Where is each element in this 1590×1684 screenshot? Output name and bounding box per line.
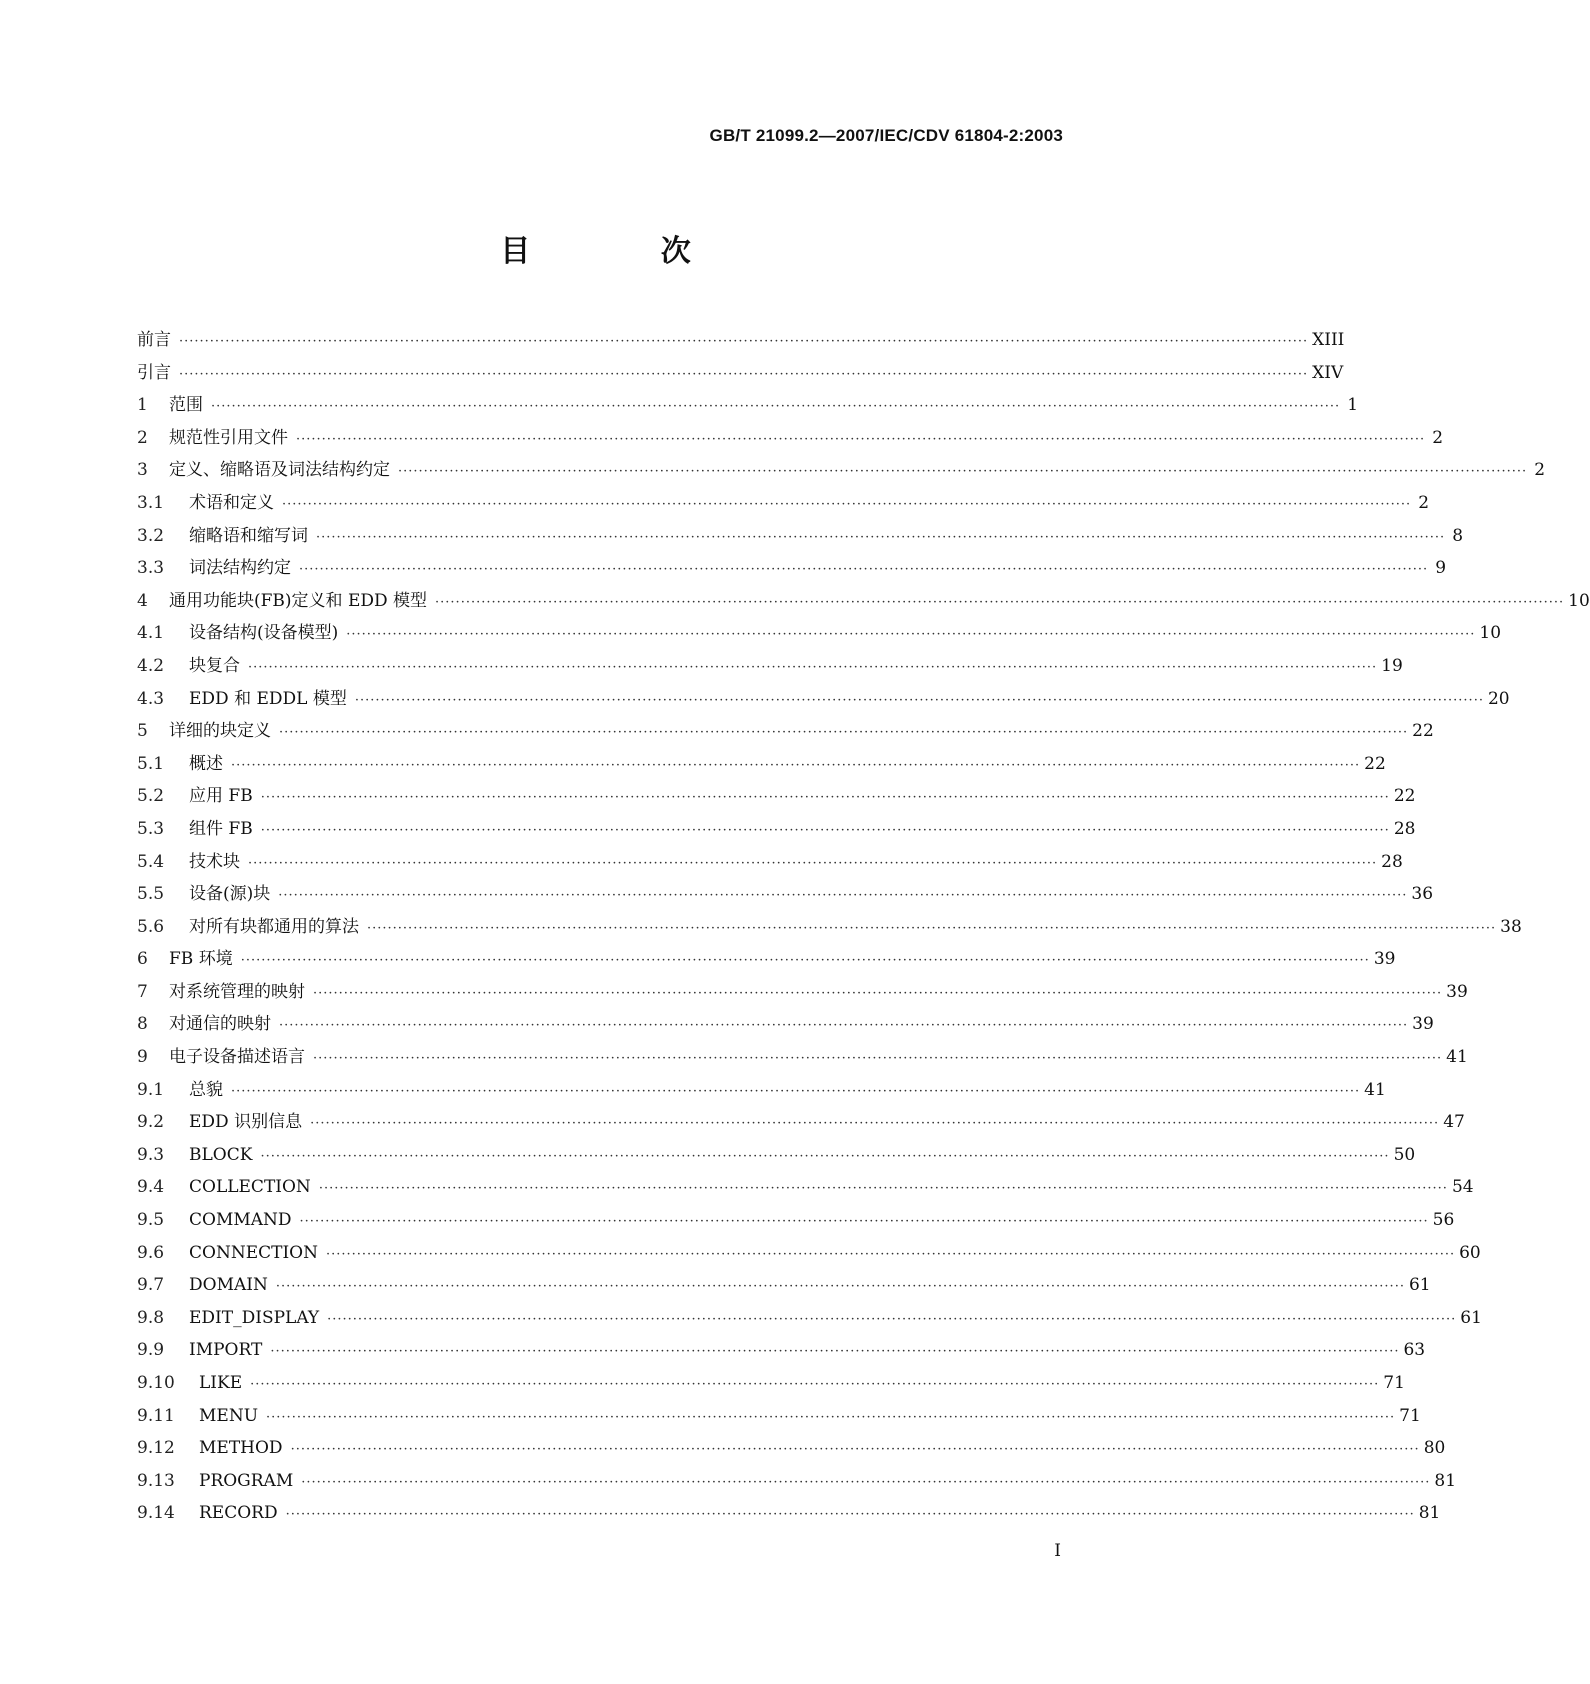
toc-section-number: 5 <box>137 721 148 742</box>
toc-entry[interactable] <box>137 1139 1416 1172</box>
toc-entry[interactable] <box>137 585 1590 618</box>
toc-entry[interactable] <box>137 846 1403 879</box>
toc-section-title: DOMAIN <box>189 1275 268 1296</box>
toc-leader-dots: ···························································································································································································································· <box>296 431 1426 447</box>
toc-section-number: 3 <box>137 460 148 481</box>
toc-entry[interactable] <box>137 813 1416 846</box>
toc-leader-dots: ···························································································································································································································· <box>398 464 1528 480</box>
toc-leader-dots: ···························································································································································································································· <box>231 1083 1361 1099</box>
toc-entry[interactable] <box>137 454 1546 487</box>
toc-section-title: RECORD <box>199 1503 278 1524</box>
toc-leader-dots: ···························································································································································································································· <box>299 1214 1429 1230</box>
toc-section-title: 定义、缩略语及词法结构约定 <box>169 460 390 481</box>
toc-page-number: 1 <box>1347 395 1359 416</box>
toc-page-number: 22 <box>1412 721 1434 742</box>
toc-section-number: 4 <box>137 590 148 611</box>
toc-page-number: 39 <box>1373 949 1396 970</box>
toc-section-number: 9.5 <box>137 1210 165 1231</box>
toc-section-title: IMPORT <box>189 1340 263 1361</box>
toc-page-number: 54 <box>1451 1177 1474 1198</box>
toc-leader-dots: ···························································································································································································································· <box>248 659 1378 675</box>
toc-section-title: 概述 <box>189 753 223 774</box>
toc-entry[interactable] <box>137 748 1386 781</box>
toc-page-number: 50 <box>1393 1144 1416 1165</box>
toc-section-title: CONNECTION <box>189 1242 318 1263</box>
toc-section-number: 9.14 <box>137 1503 175 1524</box>
toc-section-number: 1 <box>137 395 148 416</box>
toc-page-number: 38 <box>1500 916 1522 937</box>
toc-section-number: 3.3 <box>137 558 165 579</box>
toc-leader-dots: ···························································································································································································································· <box>367 920 1497 936</box>
toc-leader-dots: ···························································································································································································································· <box>250 1377 1380 1392</box>
toc-section-title: METHOD <box>199 1438 283 1459</box>
toc-page-number: 20 <box>1487 688 1510 709</box>
toc-leader-dots: ···························································································································································································································· <box>260 1148 1390 1164</box>
toc-entry[interactable] <box>137 1041 1468 1074</box>
toc-leader-dots: ···························································································································································································································· <box>179 366 1309 382</box>
toc-section-number: 5.2 <box>137 786 165 807</box>
toc-leader-dots: ···························································································································································································································· <box>179 334 1309 349</box>
table-of-contents <box>137 324 1590 1530</box>
toc-page-number: 2 <box>1534 460 1546 481</box>
toc-page-number: 9 <box>1435 558 1447 579</box>
toc-section-title: 词法结构约定 <box>189 558 291 579</box>
toc-leader-dots: ···························································································································································································································· <box>248 855 1378 871</box>
toc-page-number: 41 <box>1446 1047 1468 1068</box>
toc-leader-dots: ···························································································································································································································· <box>260 822 1390 838</box>
toc-entry[interactable] <box>137 487 1430 520</box>
toc-entry[interactable] <box>137 1171 1474 1204</box>
toc-page-number: 71 <box>1399 1405 1421 1426</box>
toc-page-number: 39 <box>1412 1014 1434 1035</box>
toc-section-title: COLLECTION <box>189 1177 311 1198</box>
toc-entry[interactable] <box>137 1237 1481 1270</box>
toc-leader-dots: ···························································································································································································································· <box>278 888 1408 904</box>
document-number-header: GB/T 21099.2—2007/IEC/CDV 61804-2:2003 <box>709 126 1063 145</box>
toc-page-number: 56 <box>1432 1210 1455 1231</box>
toc-entry[interactable] <box>137 1106 1465 1139</box>
toc-section-title: 通用功能块(FB)定义和 EDD 模型 <box>169 590 428 611</box>
toc-section-number: 5.3 <box>137 818 165 839</box>
toc-section-title: 引言 <box>137 362 171 383</box>
toc-section-number: 5.5 <box>137 884 165 905</box>
toc-entry[interactable] <box>137 1269 1431 1302</box>
toc-page-number: 71 <box>1383 1373 1405 1393</box>
toc-section-number: 4.1 <box>137 623 165 644</box>
toc-leader-dots: ···························································································································································································································· <box>282 496 1412 512</box>
toc-section-number: 5.6 <box>137 916 165 937</box>
toc-section-number: 6 <box>137 949 148 970</box>
toc-section-title: 电子设备描述语言 <box>169 1047 305 1068</box>
toc-leader-dots: ···························································································································································································································· <box>279 1018 1409 1034</box>
toc-section-title: BLOCK <box>189 1144 253 1165</box>
toc-leader-dots: ···························································································································································································································· <box>290 1442 1420 1458</box>
toc-section-number: 8 <box>137 1014 148 1035</box>
toc-entry[interactable] <box>137 1432 1446 1465</box>
toc-page-number: XIII <box>1312 330 1345 350</box>
toc-section-title: 设备结构(设备模型) <box>189 623 339 644</box>
toc-entry[interactable] <box>137 357 1344 390</box>
toc-entry[interactable] <box>137 520 1464 553</box>
page-title: 目 次 <box>500 234 751 269</box>
toc-leader-dots: ···························································································································································································································· <box>275 1279 1405 1295</box>
toc-entry[interactable] <box>137 780 1416 813</box>
toc-leader-dots: ···························································································································································································································· <box>325 1246 1456 1262</box>
toc-entry[interactable] <box>137 1367 1405 1400</box>
toc-entry[interactable] <box>137 617 1502 650</box>
toc-leader-dots: ···························································································································································································································· <box>310 1116 1440 1132</box>
toc-page-number: 36 <box>1411 884 1434 905</box>
toc-leader-dots: ···························································································································································································································· <box>313 985 1443 1001</box>
toc-page-number: 8 <box>1452 525 1464 546</box>
toc-section-number: 9.1 <box>137 1079 165 1100</box>
toc-page-number: 10 <box>1479 623 1502 644</box>
toc-section-number: 9.7 <box>137 1275 165 1296</box>
toc-entry[interactable] <box>137 878 1434 911</box>
toc-section-title: 应用 FB <box>189 786 253 807</box>
toc-entry[interactable] <box>137 976 1468 1009</box>
toc-section-number: 9.13 <box>137 1470 175 1491</box>
toc-entry[interactable] <box>137 1302 1482 1335</box>
toc-entry[interactable] <box>137 943 1396 976</box>
toc-leader-dots: ···························································································································································································································· <box>231 757 1361 773</box>
toc-section-title: EDD 和 EDDL 模型 <box>189 688 347 709</box>
toc-entry[interactable] <box>137 324 1345 357</box>
toc-entry[interactable] <box>137 1465 1457 1498</box>
toc-section-number: 9.2 <box>137 1112 165 1133</box>
toc-leader-dots: ···························································································································································································································· <box>435 594 1565 610</box>
toc-section-title: 对所有块都通用的算法 <box>189 916 359 937</box>
toc-section-title: PROGRAM <box>199 1470 294 1491</box>
toc-leader-dots: ···························································································································································································································· <box>240 953 1370 969</box>
toc-section-number: 9.4 <box>137 1177 165 1198</box>
toc-section-title: 技术块 <box>189 851 240 872</box>
toc-section-title: 规范性引用文件 <box>169 427 288 448</box>
toc-entry[interactable] <box>137 911 1522 944</box>
toc-section-number: 5.1 <box>137 753 165 774</box>
toc-section-title: LIKE <box>199 1373 243 1393</box>
toc-page-number: 47 <box>1443 1112 1465 1133</box>
toc-section-title: 详细的块定义 <box>169 721 271 742</box>
toc-page-number: 22 <box>1393 786 1416 807</box>
toc-page-number: 61 <box>1460 1307 1482 1328</box>
toc-page-number: 28 <box>1381 851 1403 872</box>
toc-section-number: 9.11 <box>137 1405 175 1426</box>
toc-leader-dots: ···························································································································································································································· <box>346 627 1476 643</box>
toc-leader-dots: ···························································································································································································································· <box>279 725 1409 741</box>
toc-section-title: 前言 <box>137 330 171 350</box>
toc-leader-dots: ···························································································································································································································· <box>354 692 1484 708</box>
toc-leader-dots: ···························································································································································································································· <box>316 529 1446 545</box>
toc-section-number: 9.8 <box>137 1307 165 1328</box>
toc-section-number: 3.1 <box>137 492 165 513</box>
toc-page-number: 28 <box>1393 818 1416 839</box>
toc-leader-dots: ···························································································································································································································· <box>211 399 1341 415</box>
toc-entry[interactable] <box>137 389 1359 422</box>
toc-page-number: 2 <box>1418 492 1430 513</box>
toc-leader-dots: ···························································································································································································································· <box>260 790 1390 806</box>
toc-section-number: 3.2 <box>137 525 165 546</box>
toc-entry[interactable] <box>137 1204 1455 1237</box>
toc-section-number: 4.3 <box>137 688 165 709</box>
toc-entry[interactable] <box>137 1074 1386 1107</box>
toc-section-number: 4.2 <box>137 655 165 676</box>
toc-entry[interactable] <box>137 1497 1441 1530</box>
toc-leader-dots: ···························································································································································································································· <box>313 1051 1443 1067</box>
toc-leader-dots: ···························································································································································································································· <box>318 1181 1448 1197</box>
toc-page-number: 2 <box>1432 427 1444 448</box>
toc-entry[interactable] <box>137 1008 1434 1041</box>
toc-leader-dots: ···························································································································································································································· <box>266 1409 1396 1425</box>
toc-section-title: 设备(源)块 <box>189 884 271 905</box>
toc-page-number: 80 <box>1423 1438 1446 1459</box>
toc-section-number: 9.10 <box>137 1373 175 1393</box>
toc-page-number: 19 <box>1381 655 1403 676</box>
toc-leader-dots: ···························································································································································································································· <box>285 1507 1415 1523</box>
toc-page-number: XIV <box>1312 362 1344 383</box>
toc-entry[interactable] <box>137 650 1403 683</box>
toc-entry[interactable] <box>137 1334 1426 1367</box>
toc-section-title: 对通信的映射 <box>169 1014 271 1035</box>
page-number: I <box>1054 1541 1061 1561</box>
toc-section-number: 5.4 <box>137 851 165 872</box>
toc-page-number: 41 <box>1364 1079 1386 1100</box>
toc-entry[interactable] <box>137 422 1444 455</box>
toc-entry[interactable] <box>137 683 1510 716</box>
toc-section-title: EDD 识别信息 <box>189 1112 303 1133</box>
toc-entry[interactable] <box>137 1400 1421 1433</box>
toc-page-number: 22 <box>1364 753 1386 774</box>
toc-leader-dots: ···························································································································································································································· <box>299 562 1429 578</box>
toc-section-number: 9.6 <box>137 1242 165 1263</box>
toc-section-title: COMMAND <box>189 1210 292 1231</box>
toc-section-title: 总貌 <box>189 1079 223 1100</box>
toc-page-number: 81 <box>1418 1503 1441 1524</box>
toc-section-title: EDIT_DISPLAY <box>189 1307 320 1328</box>
toc-page-number: 81 <box>1434 1470 1457 1491</box>
toc-section-number: 2 <box>137 427 148 448</box>
toc-section-title: 缩略语和缩写词 <box>189 525 308 546</box>
toc-section-number: 9 <box>137 1047 148 1068</box>
toc-leader-dots: ···························································································································································································································· <box>301 1474 1431 1490</box>
toc-section-title: 块复合 <box>189 655 240 676</box>
toc-leader-dots: ···························································································································································································································· <box>270 1344 1400 1360</box>
toc-entry[interactable] <box>137 715 1434 748</box>
toc-section-title: 对系统管理的映射 <box>169 981 305 1002</box>
toc-page-number: 10 <box>1568 590 1590 611</box>
toc-section-title: FB 环境 <box>169 949 233 970</box>
toc-page-number: 63 <box>1403 1340 1426 1361</box>
toc-section-number: 7 <box>137 981 148 1002</box>
toc-section-number: 9.12 <box>137 1438 175 1459</box>
toc-section-title: MENU <box>199 1405 259 1426</box>
toc-section-title: 范围 <box>169 395 203 416</box>
toc-section-number: 9.9 <box>137 1340 165 1361</box>
toc-entry[interactable] <box>137 552 1447 585</box>
toc-section-number: 9.3 <box>137 1144 165 1165</box>
toc-page-number: 60 <box>1459 1242 1481 1263</box>
toc-leader-dots: ···························································································································································································································· <box>327 1311 1457 1327</box>
toc-page-number: 39 <box>1446 981 1468 1002</box>
toc-section-title: 术语和定义 <box>189 492 274 513</box>
toc-page-number: 61 <box>1408 1275 1431 1296</box>
toc-section-title: 组件 FB <box>189 818 253 839</box>
